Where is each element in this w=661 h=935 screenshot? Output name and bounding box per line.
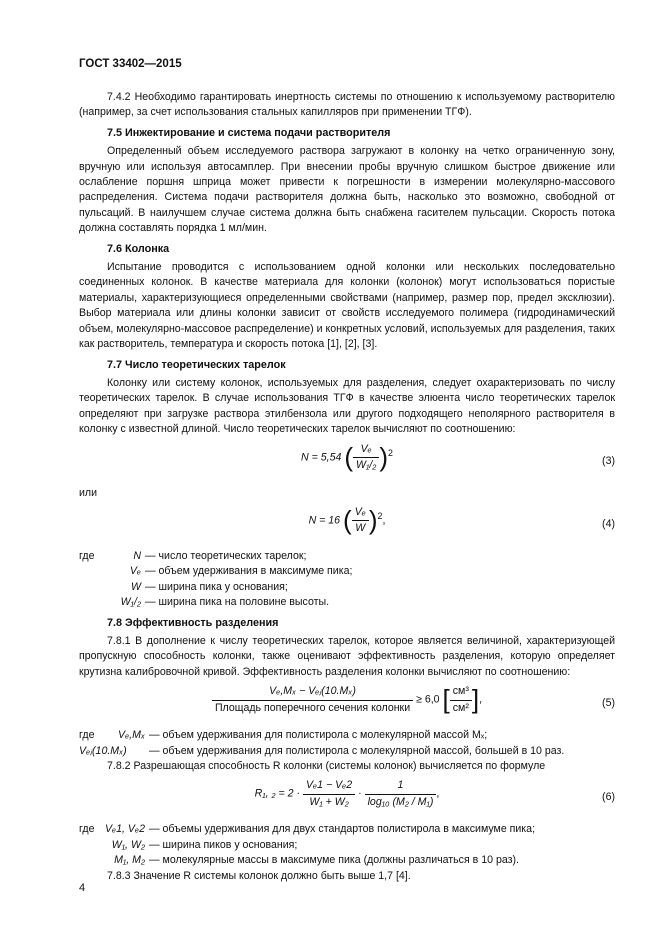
formula-5-number: (5)	[602, 697, 615, 710]
legend-7-7	[79, 549, 615, 611]
or-word: или	[79, 486, 98, 499]
legend-row	[79, 580, 615, 595]
heading-7-5: 7.5 Инжектирование и система подачи растворителя	[107, 126, 391, 139]
paragraph-7-8-1: 7.8.1 В дополнение к числу теоретических тарелок, которое является величиной, характеризующей пропускную способность колонки, также оценивают эффективность разделения, которую определяет крутизна калибровочной кривой. Эффективность разделения колонки вычисляют по соотношению:	[79, 634, 615, 678]
formula-4-tail: ,	[382, 514, 386, 527]
legend-lead: где	[79, 549, 95, 562]
legend-text: — ширина пика на половине высоты.	[145, 596, 330, 609]
page-number: 4	[79, 882, 86, 894]
formula-5-denominator: Площадь поперечного сечения колонки	[214, 701, 411, 714]
formula-6-lhs: R₁, ₂ = 2 ·	[254, 788, 300, 801]
formula-3-denominator: W₁/₂	[356, 458, 377, 471]
legend-text: — объем удерживания для полистирола с молекулярной массой, большей в 10 раз.	[149, 744, 565, 757]
legend-text: — ширина пиков у основания;	[149, 838, 298, 851]
paragraph-7-4-2: 7.4.2 Необходимо гарантировать инертность системы по отношению к используемому растворителю (например, за счет использования стальных капилляров при применении ТГФ).	[79, 91, 615, 119]
legend-row	[79, 744, 615, 759]
legend-row	[79, 549, 615, 564]
formula-4-lhs: N = 16	[308, 514, 341, 527]
legend-symbol: W	[131, 580, 141, 593]
paragraph-7-7: Колонку или систему колонок, используемых для разделения, следует охарактеризовать по числу теоретических тарелок. В случае использования ТГФ в качестве элюента число теоретических тарелок определяют при загрузке раствора этилбензола или другого подходящего неполярного растворителя в колонку с известной длиной. Число теоретических тарелок вычисляют по соотношению:	[79, 376, 615, 436]
legend-symbol: W₁/₂	[120, 596, 141, 609]
legend-text: — объем удерживания в максимуме пика;	[145, 565, 353, 578]
legend-row	[79, 564, 615, 579]
paragraph-7-6: Испытание проводится с использованием одной колонки или нескольких последовательно соединенных колонок. В качестве материала для колонки (колонок) могут использоваться пористые материалы, характеризующиеся определенными свойствами (например, размер пор, предел эксклюзии). Выбор материала или длины колонки зависит от свойств исследуемого полимера (гидродинамический объем, молекулярно-массовое распределение) и конкретных условий, используемых для разделения, таких как растворитель, температура и скорость потока [1], [2], [3].	[79, 261, 615, 351]
legend-lead	[79, 853, 101, 868]
heading-7-6: 7.6 Колонка	[107, 242, 170, 255]
formula-6-denominator-1: W₁ + W₂	[309, 795, 349, 808]
paragraph-7-8-3: 7.8.3 Значение R системы колонок должно быть выше 1,7 [4].	[107, 869, 411, 882]
legend-text: — молекулярные массы в максимуме пика (должны различаться в 10 раз).	[149, 854, 519, 867]
formula-6-numerator-1: Vₑ1 − Vₑ2	[303, 778, 355, 794]
document-header: ГОСТ 33402—2015	[79, 58, 182, 70]
formula-5: $\frac{\text{Vₑ,Mₓ − Vₑⱼ(10.Mₓ)}}{\text{Площадь поперечного сечения колонки}}$ ≥ 6,0 [ $\frac{\text{см³}}{\text{см²}}$ ], (5)	[79, 684, 615, 724]
legend-symbol: W₁, W₂	[111, 838, 145, 851]
legend-symbol: Vₑⱼ(10.Mₓ)	[79, 744, 127, 757]
formula-5-numerator: Vₑ,Mₓ − Vₑⱼ(10.Mₓ)	[212, 684, 413, 700]
legend-symbol: Vₑ	[129, 565, 141, 578]
formula-3-lhs: N = 5,54	[301, 451, 342, 464]
legend-7-8-2	[79, 822, 615, 868]
formula-6-denominator-2: log₁₀ (M₂ / M₁)	[367, 795, 434, 808]
legend-lead	[79, 595, 101, 610]
legend-text: — объем удерживания для полистирола с молекулярной массой Mₓ;	[149, 729, 488, 742]
legend-row	[79, 838, 615, 853]
formula-5-unit-numerator: см³	[450, 684, 472, 700]
legend-lead	[79, 564, 101, 579]
formula-5-unit-denominator: см²	[452, 701, 469, 714]
paragraph-7-8-2: 7.8.2 Разрешающая способность R колонки (системы колонок) вычисляется по формуле	[107, 760, 546, 772]
formula-5-tail: ,	[479, 693, 483, 706]
legend-text: — объемы удерживания для двух стандартов полистирола в максимуме пика;	[149, 823, 536, 836]
legend-row	[79, 728, 615, 743]
formula-6-tail: ,	[436, 788, 440, 801]
legend-lead	[79, 838, 101, 853]
legend-text: — число теоретических тарелок;	[145, 549, 307, 562]
formula-3: N = 5,54 ( $\frac{\text{Vₑ}}{\text{W₁/₂}}$ )$^2$ (3)	[301, 441, 615, 472]
formula-5-rhs: ≥ 6,0	[416, 693, 440, 706]
legend-row	[79, 822, 615, 837]
legend-row	[79, 853, 615, 868]
heading-7-7: 7.7 Число теоретических тарелок	[107, 358, 286, 371]
legend-lead: где	[79, 823, 95, 836]
legend-7-8-1	[79, 728, 615, 759]
legend-symbol: M₁, M₂	[114, 854, 145, 867]
formula-6-number: (6)	[602, 791, 615, 804]
formula-4-exponent: 2	[377, 511, 383, 522]
legend-symbol: Vₑ1, Vₑ2	[104, 823, 145, 836]
formula-6: R₁, ₂ = 2 · $\frac{\text{Vₑ1 − Vₑ2}}{\text{W₁ + W₂}}$ · $\frac{1}{\text{log₁₀ (M₂ / M₁)}}$ , (6)	[79, 778, 615, 818]
formula-4-numerator: Vₑ	[352, 505, 369, 521]
heading-7-8: 7.8 Эффективность разделения	[107, 616, 279, 629]
formula-4: N = 16 ( $\frac{\text{Vₑ}}{W}$ )$^2$, (4)	[308, 505, 615, 536]
legend-text: — ширина пика у основания;	[145, 580, 288, 593]
formula-4-number: (4)	[602, 517, 615, 530]
formula-3-numerator: Vₑ	[353, 442, 379, 458]
formula-3-number: (3)	[602, 454, 615, 467]
formula-4-denominator: W	[355, 522, 366, 535]
legend-lead	[79, 580, 101, 595]
legend-symbol: N	[133, 549, 141, 562]
formula-3-exponent: 2	[388, 447, 393, 458]
page-body	[79, 90, 615, 884]
legend-row	[79, 595, 615, 610]
legend-symbol: Vₑ,Mₓ	[118, 729, 145, 742]
formula-6-numerator-2: 1	[365, 778, 437, 794]
legend-lead: где	[79, 729, 95, 742]
paragraph-7-5: Определенный объем исследуемого раствора загружают в колонку на четко ограниченную зону, вручную или используя автосамплер. При внесении пробы вручную слишком быстрое движение или ослабление поршня шприца может привести к погрешности в измерении молекулярно-массового распределения. Система подачи растворителя должна быть, насколько это возможно, свободной от пульсаций. В наилучшем случае система должна быть снабжена гасителем пульсации. Скорость потока должна составлять порядка 1 мл/мин.	[79, 145, 615, 235]
